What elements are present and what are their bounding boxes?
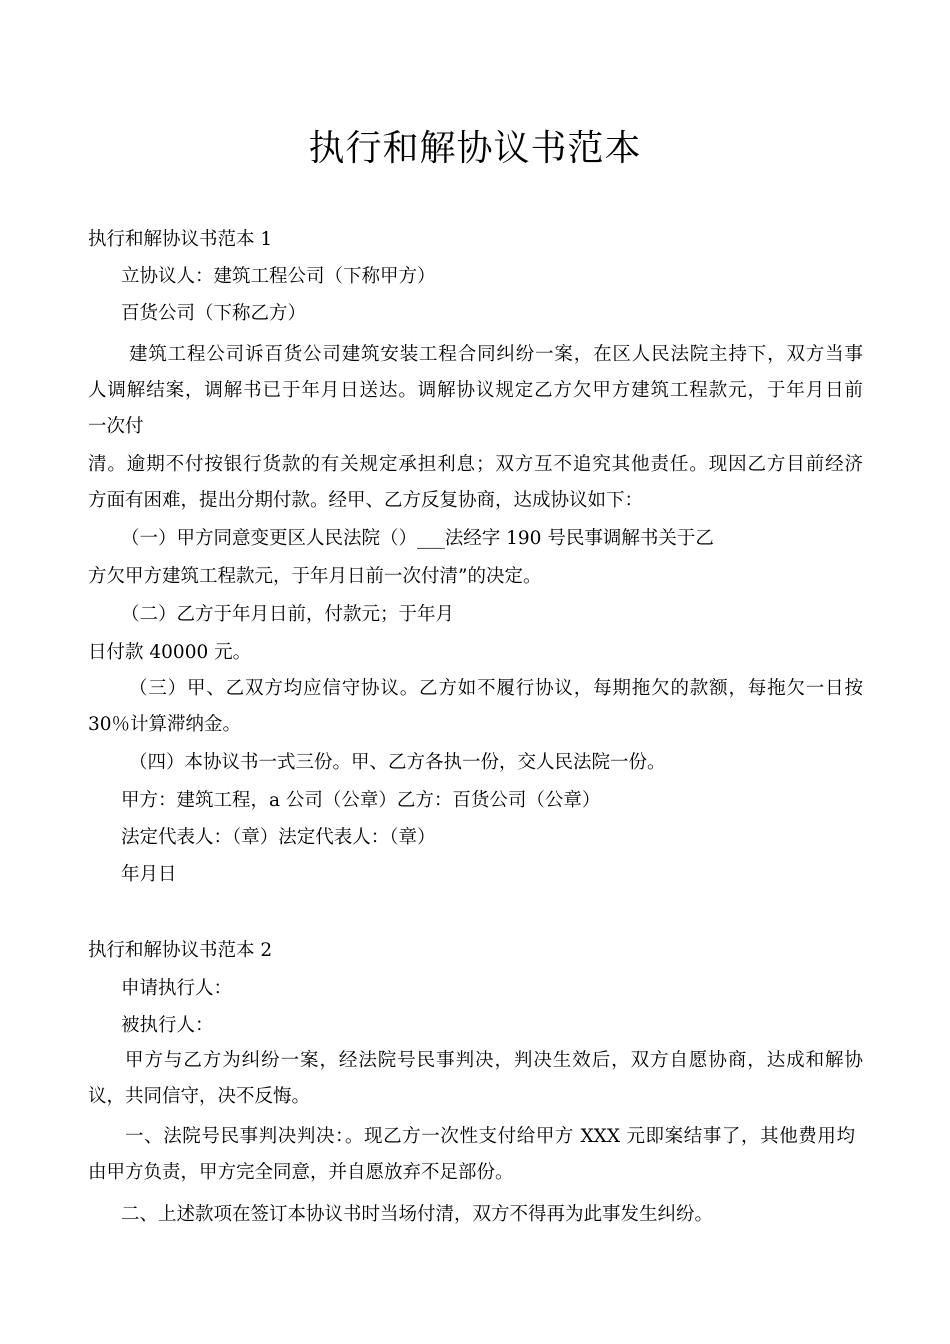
- clause-2-line: （二）乙方于年月日前，付款元；于年月: [121, 604, 455, 625]
- item-1-line: 由甲方负责，甲方完全同意，并自愿放弃不足部份。: [88, 1162, 514, 1183]
- respondent-line: 被执行人：: [121, 1015, 214, 1036]
- body-paragraph-line: 建筑工程公司诉百货公司建筑安装工程合同纠纷一案，在区人民法院主持下，双方当事: [129, 344, 863, 365]
- body-paragraph-line: 方面有困难，提出分期付款。经甲、乙方反复协商，达成协议如下：: [88, 490, 644, 511]
- clause-1-line: （一）甲方同意变更区人民法院（）___法经字 190 号民事调解书关于乙: [121, 528, 714, 549]
- page-title: 执行和解协议书范本: [308, 128, 642, 169]
- representative-line: 法定代表人：（章）法定代表人：（章）: [121, 827, 436, 848]
- clause-1-line: 方欠甲方建筑工程款元，于年月日前一次付清”的决定。: [88, 566, 542, 587]
- body-paragraph-line: 清。逾期不付按银行货款的有关规定承担利息；双方互不追究其他责任。现因乙方目前经济: [88, 454, 863, 475]
- date-line: 年月日: [121, 864, 177, 885]
- clause-3-line: （三）甲、乙双方均应信守协议。乙方如不履行协议，每期拖欠的款额，每拖欠一日按: [129, 678, 863, 699]
- clause-2-line: 日付款 40000 元。: [88, 642, 252, 663]
- clause-3-line: 30％计算滞纳金。: [88, 714, 242, 735]
- section-heading-1: 执行和解协议书范本 1: [88, 229, 273, 250]
- item-2-line: 二、上述款项在签订本协议书时当场付清，双方不得再为此事发生纠纷。: [121, 1204, 714, 1225]
- item-1-line: 一、法院号民事判决判决：。现乙方一次性支付给甲方 XXX 元即案结事了，其他费用均: [125, 1126, 855, 1147]
- signature-line: 甲方：建筑工程，a 公司（公章）乙方：百货公司（公章）: [121, 790, 601, 811]
- body-paragraph-line: 一次付: [88, 416, 144, 437]
- body-paragraph-line: 甲方与乙方为纠纷一案，经法院号民事判决，判决生效后，双方自愿协商，达成和解协: [125, 1050, 863, 1071]
- body-paragraph-line: 议，共同信守，决不反悔。: [88, 1086, 311, 1107]
- body-paragraph-line: 人调解结案，调解书已于年月日送达。调解协议规定乙方欠甲方建筑工程款元，于年月日前: [88, 380, 863, 401]
- party-a-line: 立协议人：建筑工程公司（下称甲方）: [121, 266, 436, 287]
- section-heading-2: 执行和解协议书范本 2: [88, 940, 273, 961]
- applicant-line: 申请执行人：: [121, 978, 233, 999]
- clause-4-line: （四）本协议书一式三份。甲、乙方各执一份，交人民法院一份。: [129, 752, 666, 773]
- party-b-line: 百货公司（下称乙方）: [121, 303, 307, 324]
